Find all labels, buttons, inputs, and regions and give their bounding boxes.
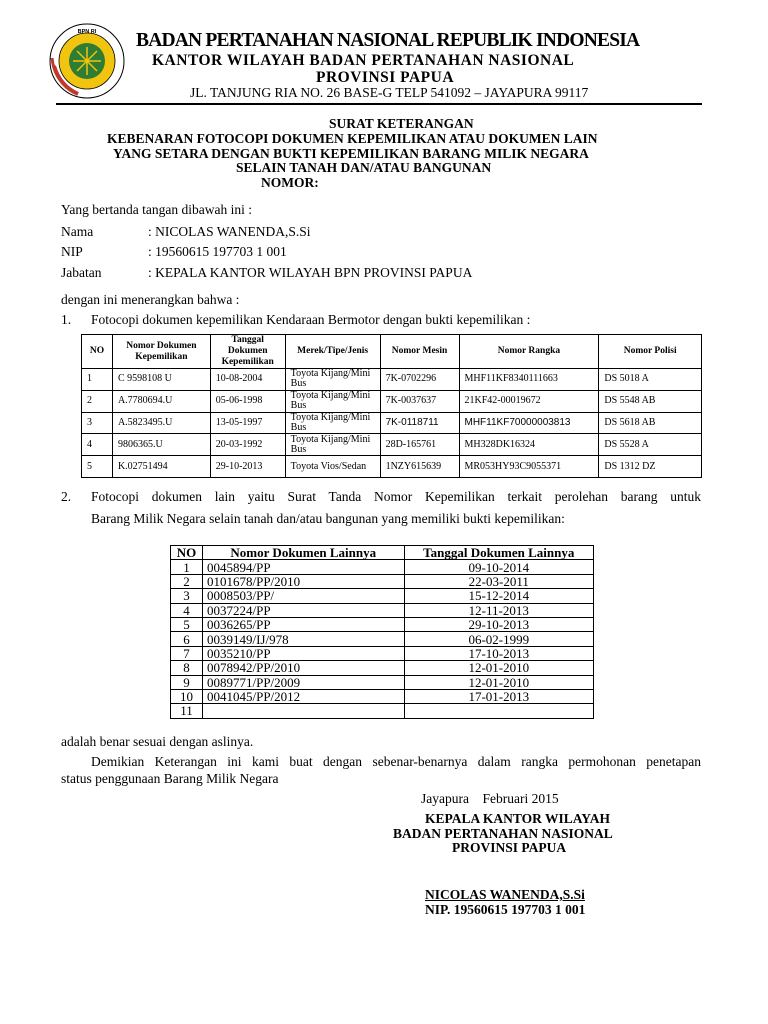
logo-text: BPN RI bbox=[77, 29, 97, 35]
table-cell: 0036265/PP bbox=[202, 617, 404, 631]
column-header: NO bbox=[82, 335, 113, 369]
table-cell: 0078942/PP/2010 bbox=[202, 661, 404, 675]
title-line-2: KEBENARAN FOTOCOPI DOKUMEN KEPEMILIKAN ATAU DOKUMEN LAIN bbox=[107, 131, 598, 146]
table-cell: 0101678/PP/2010 bbox=[202, 574, 404, 588]
signer-title-3: PROVINSI PAPUA bbox=[452, 840, 567, 855]
column-header: Merek/Tipe/Jenis bbox=[285, 335, 380, 369]
table-cell: 28D-165761 bbox=[380, 434, 459, 456]
table-row bbox=[171, 617, 594, 631]
table-cell bbox=[202, 704, 404, 718]
table-cell: 5 bbox=[171, 617, 203, 631]
nip-value: : 19560615 197703 1 001 bbox=[148, 244, 287, 259]
table-cell: 21KF42-00019672 bbox=[459, 390, 599, 412]
vehicle-table-header bbox=[82, 335, 702, 369]
bpn-logo bbox=[48, 22, 126, 100]
column-header: Nomor Mesin bbox=[380, 335, 459, 369]
authentic-statement: adalah benar sesuai dengan aslinya. bbox=[61, 734, 254, 749]
letterhead bbox=[0, 0, 768, 104]
table-cell bbox=[404, 704, 593, 718]
table-cell: 8 bbox=[171, 661, 203, 675]
closing-line-2: status penggunaan Barang Milik Negara bbox=[61, 771, 279, 786]
table-row bbox=[171, 646, 594, 660]
table-cell: 7K-0037637 bbox=[380, 390, 459, 412]
agency-name: BADAN PERTANAHAN NASIONAL REPUBLIK INDONESIA bbox=[136, 30, 640, 51]
table-cell: 5 bbox=[82, 456, 113, 478]
column-header: NO bbox=[171, 546, 203, 560]
table-cell: MHF11KF70000003813 bbox=[459, 412, 599, 434]
table-cell: 7K-0702296 bbox=[380, 369, 459, 391]
table-cell: 0089771/PP/2009 bbox=[202, 675, 404, 689]
table-cell: 15-12-2014 bbox=[404, 589, 593, 603]
table-cell: 0045894/PP bbox=[202, 560, 404, 574]
place-date: Jayapura Februari 2015 bbox=[421, 791, 559, 806]
table-row bbox=[171, 689, 594, 703]
column-header: Nomor Dokumen Lainnya bbox=[202, 546, 404, 560]
table-cell: 4 bbox=[171, 603, 203, 617]
letterhead-rule bbox=[56, 103, 702, 105]
table-cell: 2 bbox=[171, 574, 203, 588]
table-row bbox=[82, 390, 702, 412]
table-cell: 17-10-2013 bbox=[404, 646, 593, 660]
item-1-number: 1. bbox=[61, 312, 72, 327]
table-cell: Toyota Kijang/Mini Bus bbox=[285, 434, 380, 456]
table-cell: 0035210/PP bbox=[202, 646, 404, 660]
table-cell: K.02751494 bbox=[112, 456, 210, 478]
table-cell: 9806365.U bbox=[112, 434, 210, 456]
column-header: Nomor Rangka bbox=[459, 335, 599, 369]
item-1-text: Fotocopi dokumen kepemilikan Kendaraan Bermotor dengan bukti kepemilikan : bbox=[91, 312, 531, 327]
signer-title-2: BADAN PERTANAHAN NASIONAL bbox=[393, 826, 613, 841]
name-label: Nama bbox=[61, 224, 94, 239]
table-cell: 12-01-2010 bbox=[404, 675, 593, 689]
table-cell: 17-01-2013 bbox=[404, 689, 593, 703]
table-cell: 29-10-2013 bbox=[210, 456, 285, 478]
table-row bbox=[82, 412, 702, 434]
table-cell: DS 5528 A bbox=[599, 434, 702, 456]
closing-line-1: Demikian Keterangan ini kami buat dengan sebenar-benarnya dalam rangka permohonan penetapan bbox=[91, 754, 701, 769]
table-row bbox=[82, 369, 702, 391]
table-cell: Toyota Kijang/Mini Bus bbox=[285, 390, 380, 412]
table-cell: 13-05-1997 bbox=[210, 412, 285, 434]
table-cell: 09-10-2014 bbox=[404, 560, 593, 574]
table-cell: 0037224/PP bbox=[202, 603, 404, 617]
table-cell: C 9598108 U bbox=[112, 369, 210, 391]
table-cell: A.5823495.U bbox=[112, 412, 210, 434]
column-header: Nomor Dokumen Kepemilikan bbox=[112, 335, 210, 369]
table-cell: 12-01-2010 bbox=[404, 661, 593, 675]
table-row bbox=[171, 589, 594, 603]
table-cell: 3 bbox=[171, 589, 203, 603]
table-cell: 12-11-2013 bbox=[404, 603, 593, 617]
vehicle-table bbox=[81, 334, 702, 478]
position-value: : KEPALA KANTOR WILAYAH BPN PROVINSI PAPUA bbox=[148, 265, 473, 280]
table-cell: 1 bbox=[82, 369, 113, 391]
table-cell: 20-03-1992 bbox=[210, 434, 285, 456]
office-name: KANTOR WILAYAH BADAN PERTANAHAN NASIONAL bbox=[152, 52, 575, 69]
table-cell: 1NZY615639 bbox=[380, 456, 459, 478]
table-cell: A.7780694.U bbox=[112, 390, 210, 412]
table-cell: 2 bbox=[82, 390, 113, 412]
table-cell: 0008503/PP/ bbox=[202, 589, 404, 603]
table-cell: 11 bbox=[171, 704, 203, 718]
title-line-4: SELAIN TANAH DAN/ATAU BANGUNAN bbox=[236, 160, 492, 175]
table-row bbox=[82, 434, 702, 456]
table-row bbox=[171, 675, 594, 689]
table-cell: MH328DK16324 bbox=[459, 434, 599, 456]
table-row bbox=[82, 456, 702, 478]
table-cell: MHF11KF8340111663 bbox=[459, 369, 599, 391]
column-header: Tanggal Dokumen Kepemilikan bbox=[210, 335, 285, 369]
doc-table-header bbox=[171, 546, 594, 560]
other-documents-table bbox=[170, 545, 594, 719]
table-cell: Toyota Kijang/Mini Bus bbox=[285, 369, 380, 391]
table-cell: 0039149/IJ/978 bbox=[202, 632, 404, 646]
table-cell: 10 bbox=[171, 689, 203, 703]
table-cell: DS 1312 DZ bbox=[599, 456, 702, 478]
table-cell: 0041045/PP/2012 bbox=[202, 689, 404, 703]
column-header: Tanggal Dokumen Lainnya bbox=[404, 546, 593, 560]
item-2-number: 2. bbox=[61, 489, 72, 504]
table-cell: 29-10-2013 bbox=[404, 617, 593, 631]
signer-title-1: KEPALA KANTOR WILAYAH bbox=[425, 811, 611, 826]
table-cell: DS 5618 AB bbox=[599, 412, 702, 434]
table-cell: 05-06-1998 bbox=[210, 390, 285, 412]
table-cell: 22-03-2011 bbox=[404, 574, 593, 588]
table-cell: 7 bbox=[171, 646, 203, 660]
table-cell: 06-02-1999 bbox=[404, 632, 593, 646]
office-address: JL. TANJUNG RIA NO. 26 BASE-G TELP 541092 – JAYAPURA 99117 bbox=[190, 85, 589, 100]
table-cell: 10-08-2004 bbox=[210, 369, 285, 391]
statement-intro: dengan ini menerangkan bahwa : bbox=[61, 292, 240, 307]
table-cell: 7K-0118711 bbox=[380, 412, 459, 434]
table-cell: DS 5548 AB bbox=[599, 390, 702, 412]
name-value: : NICOLAS WANENDA,S.Si bbox=[148, 224, 311, 239]
table-row bbox=[171, 574, 594, 588]
table-cell: 4 bbox=[82, 434, 113, 456]
signer-nip: NIP. 19560615 197703 1 001 bbox=[425, 902, 586, 917]
column-header: Nomor Polisi bbox=[599, 335, 702, 369]
table-cell: Toyota Kijang/Mini Bus bbox=[285, 412, 380, 434]
table-row bbox=[171, 560, 594, 574]
item-2-text-line-2: Barang Milik Negara selain tanah dan/atau bangunan yang memiliki bukti kepemilikan: bbox=[91, 511, 565, 526]
position-label: Jabatan bbox=[61, 265, 102, 280]
table-cell: DS 5018 A bbox=[599, 369, 702, 391]
table-cell: 3 bbox=[82, 412, 113, 434]
table-cell: Toyota Vios/Sedan bbox=[285, 456, 380, 478]
nip-label: NIP bbox=[61, 244, 83, 259]
signer-name: NICOLAS WANENDA,S.Si bbox=[425, 887, 585, 902]
item-2-text-line-1: Fotocopi dokumen lain yaitu Surat Tanda Nomor Kepemilikan terkait perolehan barang untuk bbox=[91, 489, 701, 504]
table-row bbox=[171, 704, 594, 718]
table-cell: 9 bbox=[171, 675, 203, 689]
table-cell: 1 bbox=[171, 560, 203, 574]
table-cell: 6 bbox=[171, 632, 203, 646]
table-row bbox=[171, 661, 594, 675]
intro-text: Yang bertanda tangan dibawah ini : bbox=[61, 202, 252, 217]
table-row bbox=[171, 632, 594, 646]
office-province: PROVINSI PAPUA bbox=[316, 69, 455, 86]
title-line-3: YANG SETARA DENGAN BUKTI KEPEMILIKAN BARANG MILIK NEGARA bbox=[113, 146, 589, 161]
document-number: NOMOR: bbox=[261, 175, 319, 190]
table-row bbox=[171, 603, 594, 617]
table-cell: MR053HY93C9055371 bbox=[459, 456, 599, 478]
document-title: SURAT KETERANGAN bbox=[329, 116, 474, 131]
